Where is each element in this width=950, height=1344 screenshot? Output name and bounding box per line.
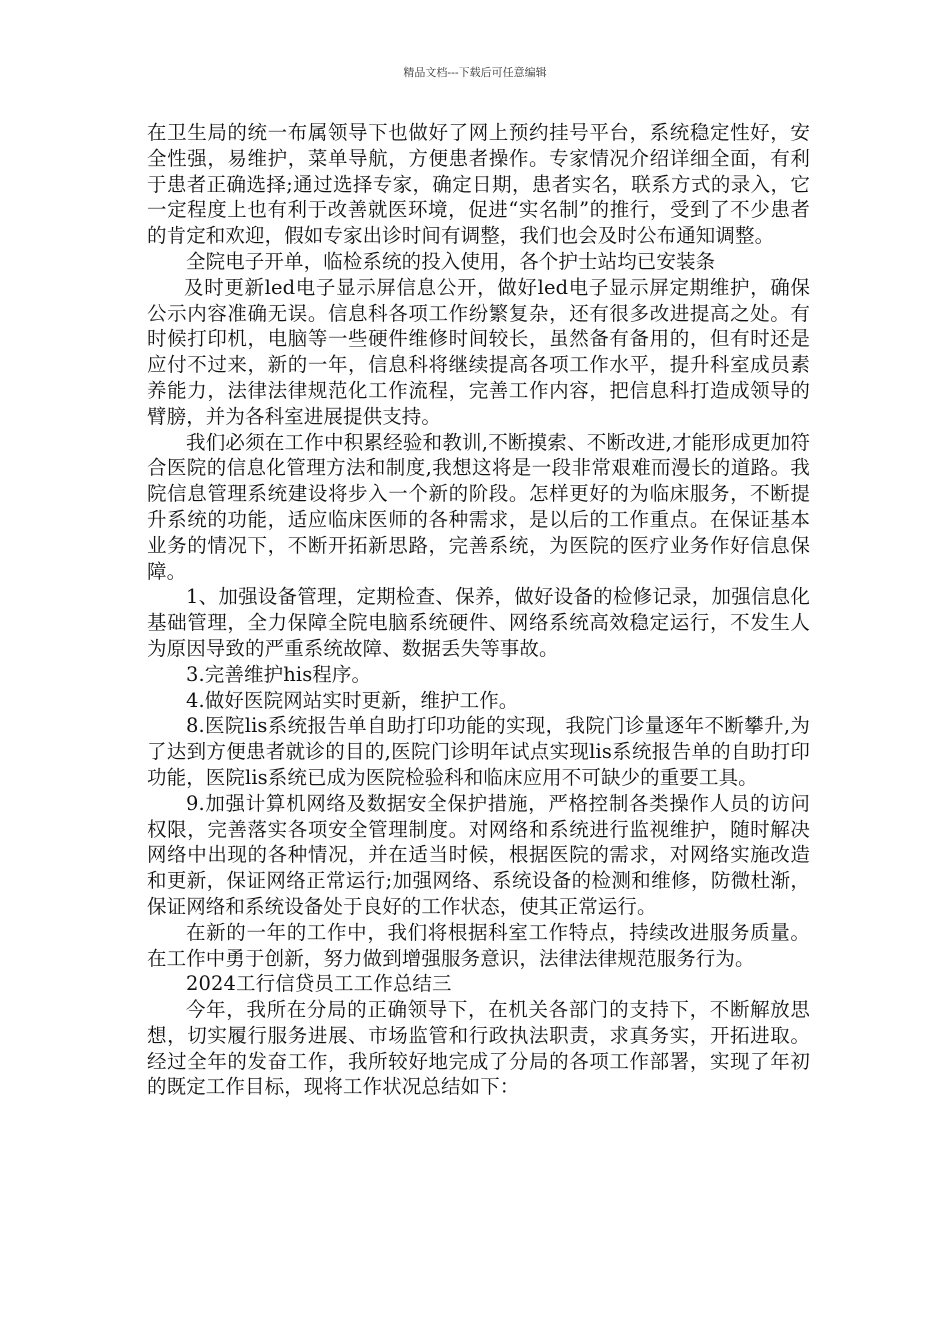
paragraph-item-4: 4.做好医院网站实时更新，维护工作。 [186, 688, 519, 712]
paragraph-item-9: 9.加强计算机网络及数据安全保护措施，严格控制各类操作人员的访问权限，完善落实各项安全管理制度。对网络和系统进行监视维护，随时解决网络中出现的各种情况，并在适当时候，根据医院的需求，对网络实施改造和更新，保证网络正常运行;加强网络、系统设备的检测和维修，防微杜渐，保证网络和系统设备处于良好的工作状态，使其正常运行。 [147, 791, 810, 918]
paragraph-new-year: 在新的一年的工作中，我们将根据科室工作特点，持续改进服务质量。在工作中勇于创新，努力做到增强服务意识，法律法律规范服务行为。 [147, 920, 810, 970]
paragraph-electronic-orders: 全院电子开单，临检系统的投入使用，各个护士站均已安装条 [186, 249, 716, 273]
paragraph-item-8: 8.医院lis系统报告单自助打印功能的实现，我院门诊量逐年不断攀升,为了达到方便患者就诊的目的,医院门诊明年试点实现lis系统报告单的自助打印功能，医院lis系统已成为医院检验科和临床应用不可缺少的重要工具。 [147, 714, 810, 789]
paragraph-led-display: 及时更新led电子显示屏信息公开，做好led电子显示屏定期维护，确保公示内容准确无误。信息科各项工作纷繁复杂，还有很多改进提高之处。有时候打印机，电脑等一些硬件维修时间较长，虽然备有备用的，但有时还是应付不过来，新的一年，信息科将继续提高各项工作水平，提升科室成员素养能力，法律法律规范化工作流程，完善工作内容，把信息科打造成领导的臂膀，并为各科室进展提供支持。 [147, 275, 810, 428]
document-body [147, 120, 810, 1100]
section-heading: 2024工行信贷员工工作总结三 [186, 972, 452, 996]
paragraph-item-1: 1、加强设备管理，定期检查、保养，做好设备的检修记录，加强信息化基础管理，全力保障全院电脑系统硬件、网络系统高效稳定运行，不发生人为原因导致的严重系统故障、数据丢失等事故。 [147, 585, 810, 660]
paragraph-appointment-platform: 在卫生局的统一布属领导下也做好了网上预约挂号平台，系统稳定性好，安全性强，易维护，菜单导航，方便患者操作。专家情况介绍详细全面，有利于患者正确选择;通过选择专家，确定日期，患者实名，联系方式的录入，它一定程度上也有利于改善就医环境，促进“实名制”的推行，受到了不少患者的肯定和欢迎，假如专家出诊时间有调整，我们也会及时公布通知调整。 [147, 121, 810, 248]
page-header: 精品文档---下载后可任意编辑 [403, 66, 547, 79]
paragraph-experience: 我们必须在工作中积累经验和教训,不断摸索、不断改进,才能形成更加符合医院的信息化管理方法和制度,我想这将是一段非常艰难而漫长的道路。我院信息管理系统建设将步入一个新的阶段。怎样更好的为临床服务，不断提升系统的功能，适应临床医师的各种需求，是以后的工作重点。在保证基本业务的情况下，不断开拓新思路，完善系统，为医院的医疗业务作好信息保障。 [147, 430, 810, 583]
paragraph-summary-intro: 今年，我所在分局的正确领导下，在机关各部门的支持下，不断解放思想，切实履行服务进展、市场监管和行政执法职责，求真务实，开拓进取。经过全年的发奋工作，我所较好地完成了分局的各项工作部署，实现了年初的既定工作目标，现将工作状况总结如下： [147, 998, 810, 1099]
paragraph-item-3: 3.完善维护his程序。 [186, 662, 372, 686]
